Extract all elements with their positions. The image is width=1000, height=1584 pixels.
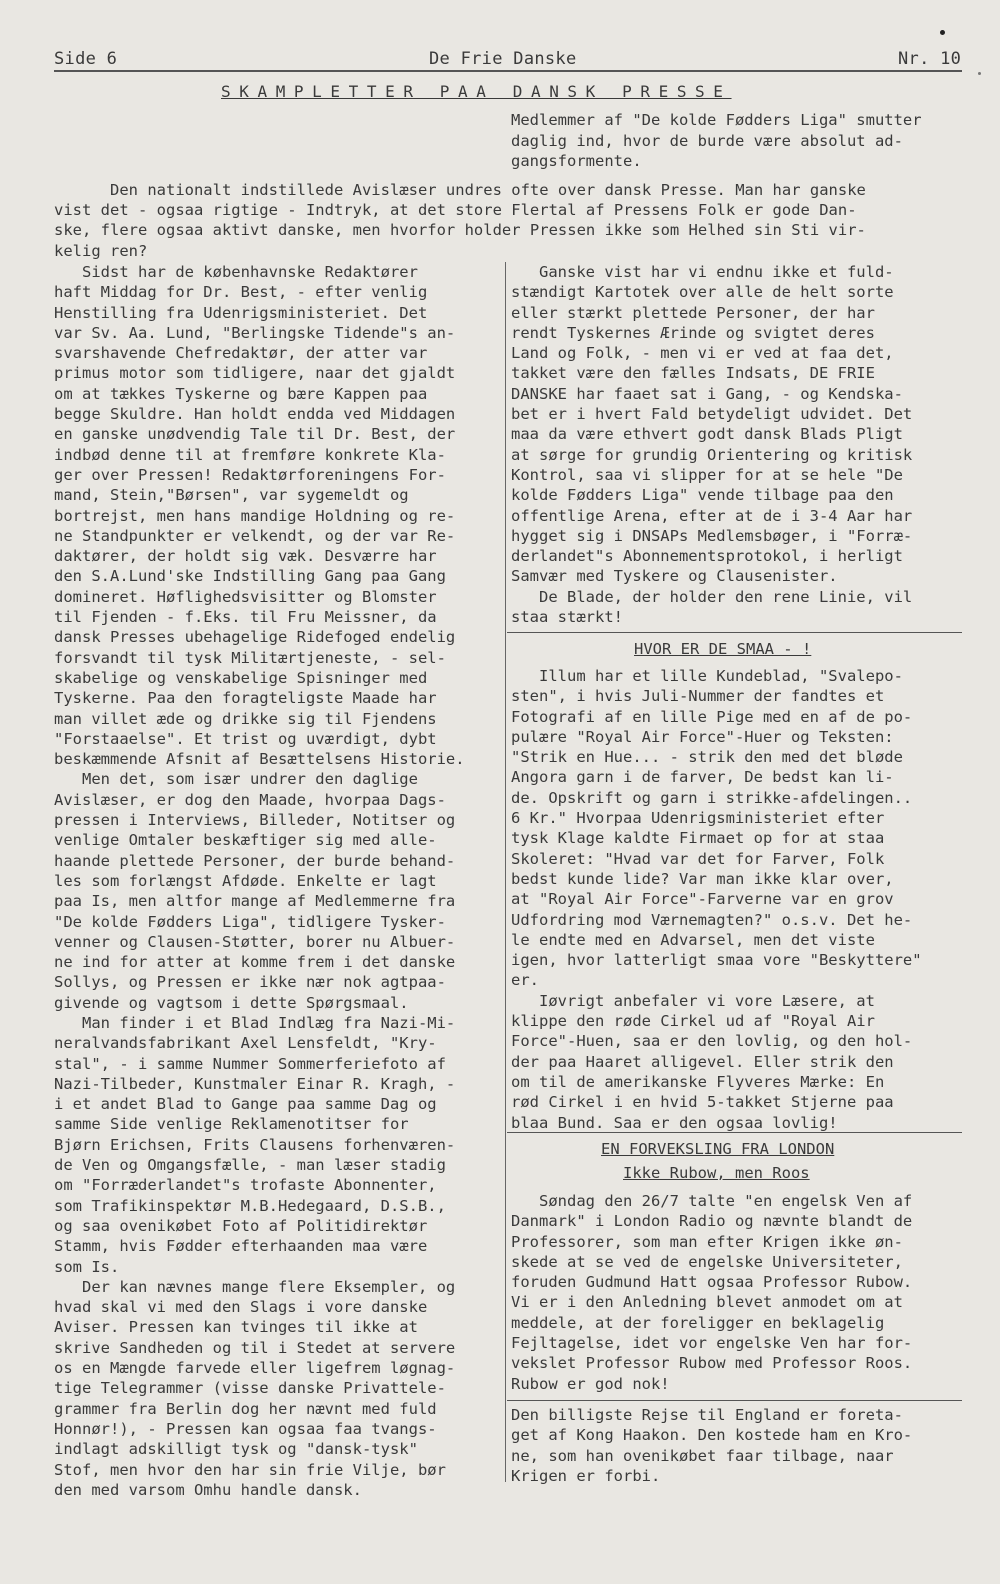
intro-line: ske, flere ogsaa aktivt danske, men hvorfor holder Pressen ikke som Helhed sin Sti vir- (54, 221, 866, 240)
text-line: venlige Omtaler beskæftiger sig med alle- (54, 831, 437, 850)
text-line: Nazi-Tilbeder, Kunstmaler Einar R. Kragh, - (54, 1074, 456, 1093)
text-line: takket være den fælles Indsats, DE FRIE (511, 364, 875, 383)
text-line: Land og Folk, - men vi er ved at faa det, (511, 344, 894, 363)
subheadline-line: Medlemmer af "De kolde Fødders Liga" smutter (511, 111, 922, 129)
text-line: "De kolde Fødders Liga", tidligere Tysker- (54, 912, 446, 931)
text-line: om til de amerikanske Flyveres Mærke: En (511, 1072, 885, 1091)
intro-paragraph (54, 180, 866, 261)
section-hvor-er-de-smaa (511, 666, 961, 1133)
text-line: "Strik en Hue... - strik den med det bløde (511, 748, 903, 767)
text-line: primus motor som tidligere, naar det gjaldt (54, 364, 456, 383)
text-line: le endte med en Advarsel, men det viste (511, 930, 875, 949)
text-line: Bjørn Erichsen, Frits Clausens forhenværen- (54, 1135, 456, 1154)
text-line: Iøvrigt anbefaler vi vore Læsere, at (511, 991, 875, 1010)
article-headline: SKAMPLETTER PAA DANSK PRESSE (221, 82, 732, 101)
newspaper-title: De Frie Danske (429, 49, 577, 69)
text-line: ne Standpunkter er velkendt, og der var Re- (54, 526, 456, 545)
text-line: som Is. (54, 1257, 120, 1276)
text-line: hvad skal vi med den Slags i vore danske (54, 1298, 428, 1317)
text-line: Rubow er god nok! (511, 1374, 670, 1393)
text-line: paa Is, men altfor mange af Medlemmerne fra (54, 892, 456, 911)
section-rule (507, 632, 962, 633)
section-title-hvor-er-de-smaa: HVOR ER DE SMAA - ! (634, 640, 812, 658)
text-line: derlandet"s Abonnementsprotokol, i herligt (511, 547, 903, 566)
text-line: den med varsom Omhu handle dansk. (54, 1480, 362, 1499)
text-line: neralvandsfabrikant Axel Lensfeldt, "Kry- (54, 1034, 437, 1053)
section-rule (507, 1132, 962, 1133)
text-line: maa da være ethvert godt dansk Blads Pligt (511, 425, 903, 444)
text-line: vekslet Professor Rubow med Professor Roos. (511, 1354, 913, 1373)
subheadline-line: daglig ind, hvor de burde være absolut ad- (511, 131, 903, 150)
text-line: ne, som han ovenikøbet faar tilbage, naar (511, 1446, 894, 1465)
text-line: mand, Stein,"Børsen", var sygemeldt og (54, 486, 409, 505)
text-line: Honnør!), - Pressen kan ogsaa faa tvangs- (54, 1419, 437, 1438)
issue-number: Nr. 10 (898, 49, 962, 69)
text-line: den S.A.Lund'ske Indstilling Gang paa Gang (54, 567, 446, 586)
text-line: meddele, at der foreligger en beklagelig (511, 1313, 885, 1332)
text-line: bet er i hvert Fald betydeligt udvidet. Det (511, 405, 913, 424)
text-line: offentlige Arena, efter at de i 3-4 Aar har (511, 506, 913, 525)
text-line: ne ind for atter at komme frem i det danske (54, 953, 456, 972)
text-line: Tyskerne. Paa den foragteligste Maade har (54, 689, 437, 708)
text-line: samme Side venlige Reklamenotitser for (54, 1115, 409, 1134)
text-line: Skoleret: "Hvad var det for Farver, Folk (511, 849, 885, 868)
subheadline-line: gangsformente. (511, 152, 642, 170)
text-line: Vi er i den Anledning blevet anmodet om at (511, 1293, 903, 1312)
text-line: tysk Klage kaldte Firmaet op for at staa (511, 829, 885, 848)
page-number: Side 6 (54, 49, 118, 69)
section-billigste-rejse (511, 1405, 961, 1486)
article-subheadline (511, 110, 961, 172)
text-line: Angora garn i de farver, De bedst kan li- (511, 768, 894, 787)
text-line: tige Telegrammer (visse danske Privattele- (54, 1379, 446, 1398)
text-line: igen, hvor latterligt smaa vore "Beskyttere" (511, 951, 922, 970)
text-line: les som forlængst Afdøde. Enkelte er lagt (54, 871, 437, 890)
text-line: Henstilling fra Udenrigsministeriet. Det (54, 303, 428, 322)
text-line: Men det, som især undrer den daglige (54, 770, 418, 789)
text-line: at "Royal Air Force"-Farverne var en grov (511, 890, 894, 909)
text-line: om "Forræderlandet"s trofaste Abonnenter, (54, 1176, 437, 1195)
text-line: beskæmmende Afsnit af Besættelsens Historie. (54, 750, 465, 769)
text-line: Stof, men hvor den har sin frie Vilje, bør (54, 1460, 446, 1479)
text-line: Fejltagelse, idet vor engelske Ven har for- (511, 1334, 913, 1353)
text-line: Fotografi af en lille Pige med en af de po- (511, 707, 913, 726)
text-line: skabelige og venskabelige Spisninger med (54, 668, 428, 687)
text-line: venner og Clausen-Støtter, borer nu Albuer- (54, 932, 456, 951)
text-line: dansk Presses ubehagelige Ridefoged endelig (54, 628, 456, 647)
text-line: Stamm, hvis Fødder efterhaanden maa være (54, 1237, 428, 1256)
text-line: Danmark" i London Radio og nævnte blandt de (511, 1212, 913, 1231)
text-line: "Forstaaelse". Et trist og uværdigt, dybt (54, 729, 437, 748)
text-line: haft Middag for Dr. Best, - efter venlig (54, 283, 428, 302)
text-line: skede at se ved de engelske Universiteter, (511, 1252, 903, 1271)
left-column (54, 262, 504, 1500)
text-line: Force"-Huen, saa er den lovlig, og den hol- (511, 1032, 913, 1051)
text-line: svarshavende Chefredaktør, der atter var (54, 344, 428, 363)
text-line: Illum har et lille Kundeblad, "Svalepo- (511, 667, 903, 685)
text-line: klippe den røde Cirkel ud af "Royal Air (511, 1012, 875, 1031)
text-line: stal", - i samme Nummer Sommerferiefoto af (54, 1054, 446, 1073)
text-line: Professorer, som man efter Krigen ikke øn- (511, 1232, 903, 1251)
text-line: domineret. Høflighedsvisitter og Blomster (54, 587, 437, 606)
text-line: os en Mængde farvede eller ligefrem løgnag- (54, 1359, 456, 1378)
text-line: rød Cirkel i en hvid 5-takket Stjerne paa (511, 1093, 894, 1112)
text-line: Man finder i et Blad Indlæg fra Nazi-Mi- (54, 1013, 456, 1032)
text-line: Søndag den 26/7 talte "en engelsk Ven af (511, 1192, 913, 1210)
text-line: blaa Bund. Saa er den ogsaa lovlig! (511, 1113, 838, 1132)
text-line: Samvær med Tyskere og Clausenister. (511, 567, 838, 586)
text-line: der paa Haaret alligevel. Eller strik den (511, 1052, 894, 1071)
text-line: de Ven og Omgangsfælle, - man læser stadig (54, 1156, 446, 1175)
text-line: man villet æde og drikke sig til Fjendens (54, 709, 437, 728)
text-line: sten", i hvis Juli-Nummer der fandtes et (511, 687, 885, 706)
text-line: Den billigste Rejse til England er foreta- (511, 1406, 903, 1424)
text-line: bortrejst, men hans mandige Holdning og re- (54, 506, 456, 525)
text-line: Udfordring mod Værnemagten?" o.s.v. Det he- (511, 910, 913, 929)
intro-line: Den nationalt indstillede Avislæser undres ofte over dansk Presse. Man har ganske (54, 181, 866, 199)
section-subtitle-forveksling: Ikke Rubow, men Roos (623, 1164, 810, 1182)
text-line: de. Opskrift og garn i strikke-afdelingen.. (511, 788, 913, 807)
text-line: er. (511, 971, 539, 990)
text-line: indbød denne til at fremføre konkrete Kla- (54, 445, 446, 464)
right-column-article (511, 262, 961, 627)
column-divider (505, 262, 506, 1482)
header-rule (54, 70, 962, 72)
text-line: Avislæser, er dog den Maade, hvorpaa Dags- (54, 790, 446, 809)
text-line: ger over Pressen! Redaktørforeningens For- (54, 465, 446, 484)
text-line: daktører, der holdt sig væk. Desværre har (54, 547, 437, 566)
text-line: De Blade, der holder den rene Linie, vil (511, 587, 913, 606)
text-line: eller stærkt plettede Personer, der har (511, 303, 875, 322)
text-line: 6 Kr." Hvorpaa Udenrigsministeriet efter (511, 809, 885, 828)
text-line: get af Kong Haakon. Den kostede ham en Kro- (511, 1426, 913, 1445)
text-line: indlagt adskilligt tysk og "dansk-tysk" (54, 1440, 418, 1459)
text-line: kolde Fødders Liga" vende tilbage paa den (511, 486, 894, 505)
text-line: Ganske vist har vi endnu ikke et fuld- (511, 263, 894, 281)
text-line: hygget sig i DNSAPs Medlemsbøger, i "Forræ- (511, 526, 913, 545)
intro-line: kelig ren? (54, 241, 148, 260)
text-line: Aviser. Pressen kan tvinges til ikke at (54, 1318, 418, 1337)
text-line: om at tækkes Tyskerne og bære Kappen paa (54, 384, 428, 403)
text-line: stændigt Kartotek over alle de helt sorte (511, 283, 894, 302)
print-mark (940, 30, 945, 35)
text-line: Der kan nævnes mange flere Eksempler, og (54, 1277, 456, 1296)
text-line: DANSKE har faaet sat i Gang, - og Kendska- (511, 384, 903, 403)
text-line: staa stærkt! (511, 608, 623, 627)
text-line: rendt Tyskernes Ærinde og svigtet deres (511, 323, 875, 342)
text-line: at sørge for grundig Orientering og kritisk (511, 445, 913, 464)
text-line: til Fjenden - f.Eks. til Fru Meissner, da (54, 608, 437, 627)
text-line: Kontrol, saa vi slipper for at se hele "De (511, 465, 903, 484)
text-line: bedst kunde lide? Var man ikke klar over, (511, 869, 894, 888)
print-mark (978, 72, 981, 75)
text-line: som Trafikinspektør M.B.Hedegaard, D.S.B., (54, 1196, 446, 1215)
text-line: haande plettede Personer, der burde behand- (54, 851, 456, 870)
text-line: Sidst har de københavnske Redaktører (54, 263, 418, 281)
text-line: var Sv. Aa. Lund, "Berlingske Tidende"s an- (54, 323, 456, 342)
text-line: og saa ovenikøbet Foto af Politidirektør (54, 1216, 428, 1235)
text-line: pressen i Interviews, Billeder, Notitser og (54, 811, 456, 830)
text-line: begge Skuldre. Han holdt endda ved Middagen (54, 405, 456, 424)
text-line: en ganske unødvendig Tale til Dr. Best, der (54, 425, 456, 444)
text-line: Krigen er forbi. (511, 1466, 661, 1485)
text-line: Sollys, og Pressen er ikke nær nok agtpaa- (54, 973, 446, 992)
text-line: forsvandt til tysk Militærtjeneste, - sel- (54, 648, 446, 667)
text-line: foruden Gudmund Hatt ogsaa Professor Rubow. (511, 1273, 913, 1292)
text-line: grammer fra Berlin dog her nævnt med fuld (54, 1399, 437, 1418)
section-title-forveksling: EN FORVEKSLING FRA LONDON (601, 1140, 835, 1158)
text-line: pulære "Royal Air Force"-Huer og Teksten: (511, 727, 894, 746)
intro-line: vist det - ogsaa rigtige - Indtryk, at det store Flertal af Pressens Folk er gode Dan- (54, 201, 857, 220)
text-line: i et andet Blad to Gange paa samme Dag og (54, 1095, 437, 1114)
section-forveksling (511, 1191, 961, 1394)
text-line: skrive Sandheden og til i Stedet at servere (54, 1338, 456, 1357)
text-line: givende og vagtsom i dette Spørgsmaal. (54, 993, 409, 1012)
section-rule (507, 1400, 962, 1401)
